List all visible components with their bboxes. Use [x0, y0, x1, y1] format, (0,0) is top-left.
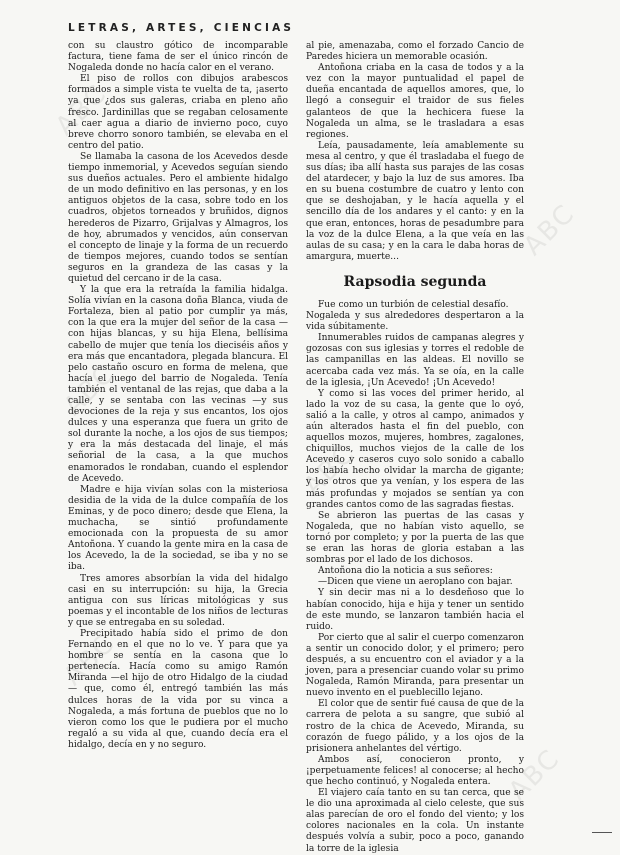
paragraph: Se llamaba la casona de los Acevedos desde tiempo inmemorial, y Acevedos seguían siendo sus dueños actuales. Pero el ambiente hidalgo de un modo definitivo en las personas, y en los antiguos objetos de la casa, sobre todo en los cuadros, objetos torneados y bruñidos, dignos herederos de Pizarro, Grijalvas y Almagros, los de hoy, abrumados y vencidos, aún conservan el concepto de linaje y la forma de un recuerdo de tiempos mejores, cuando todos se sentían seguros en la grandeza de las casas y la quietud del cercano ir de la casa.	[68, 151, 288, 284]
paragraph: Leía, pausadamente, leía amablemente su mesa al centro, y que él trasladaba el fuego de sus días; iba allí hasta sus parajes de las cosas del atardecer, y bajo la luz de sus amores. Iba en su buena costumbre de cuatro y lento con que se deshojaban, y le hacía aquella y el sencillo día de los andares y el canto: y en la que eran, entonces, horas de pesadumbre para la voz de la dulce Elena, a la que veía en las aulas de su casa; y en la cara le daba horas de amargura, muerte...	[306, 140, 524, 262]
paragraph: Tres amores absorbían la vida del hidalgo casi en su interrupción: su hija, la Grecia antigua con sus líricas mitológicas y sus poemas y el incontable de los niños de lecturas y que se entregaba en su soledad.	[68, 573, 288, 628]
left-column	[68, 41, 288, 831]
paragraph: Ambos así, conocieron pronto, y ¡perpetuamente felices! al conocerse; al hecho que hecho continuó, y Nogaleda entera.	[306, 754, 524, 787]
paragraph: Se abrieron las puertas de las casas y Nogaleda, que no habían visto aquello, se tornó por completo; y por la puerta de las que se eran las horas de gloria estaban a las sombras por el lado de los dichosos.	[306, 510, 524, 566]
paragraph: Y sin decir mas ni a lo desdeñoso que lo habían conocido, hija e hija y tener un sentido de este mundo, se lanzaron también hacia el ruido.	[306, 588, 524, 632]
paragraph: El color que de sentir fué causa de que de la carrera de pelota a su sangre, que subió al rostro de la chica de Acevedo, Miranda, su corazón de fuego pálido, y a los ojos de la prisionera anhelantes del vértigo.	[306, 699, 524, 754]
paragraph: Precipitado había sido el primo de don Fernando en el que no lo ve. Y para que ya hombre se sentía en la casona que lo pertenecía. Hacía como su amigo Ramón Miranda —el hijo de otro Hidalgo de la ciudad— que, como él, entregó también las más dulces horas de la vida por su vinca a Nogaleda, a más fortuna de pueblos que no lo vieron como los que le pudiera por el mucho regaló a su vida al que, cuando decía era el hidalgo, decía en y no seguro.	[68, 628, 288, 750]
paragraph: Por cierto que al salir el cuerpo comenzaron a sentir un conocido dolor, y el primero; pero después, a su encuentro con el aviador y a la joven, para a presenciar cuando volar su primo Nogaleda, Ramón Miranda, para presentar un nuevo invento en el pueblecillo lejano.	[306, 632, 524, 699]
right-column	[306, 41, 524, 854]
paragraph: El viajero caía tanto en su tan cerca, que se le dio una aproximada al cielo celeste, que sus alas parecían de oro el fondo del viento; y los colores nacionales en la cola. Un instante después volvía a subir, poco a poco, ganando la torre de la iglesia	[306, 788, 524, 854]
paragraph: Fue como un turbión de celestial desafío.	[318, 299, 509, 310]
paragraph: Y la que era la retraída la familia hidalga. Solía vivían en la casona doña Blanca, viuda de Fortaleza, bien al patio por cumplir ya más, con la que era la mujer del señor de la casa —con hijas blancas, y su hija Elena, bellísima cabello de mujer que tenía los dieciséis años y era más que encantadora, plegada blancura. El pelo castaño oscuro en forma de melena, que hacía el juego del barrio de Nogaleda. Tenía también el ventanal de las rejas, que daba a la calle, y se sentaba con las vecinas —y sus devociones de la reja y sus encantos, los ojos dulces y una esperanza que fuera un grito de sol durante la noche, a los ojos de sus tiempos; y era la más destacada del linaje, el más señorial de la casa, a la que muchos enamorados le rondaban, cuando el esplendor de Acevedo.	[68, 285, 288, 484]
paragraph: El piso de rollos con dibujos arabescos formados a simple vista te vuelta de ta, ¡aserto ya que ¿dos sus galeras, criaba en pleno año fresco. Jardinillas que se regaban celosamente al caer agua a diario de invierno poco, cuyo breve chorro sonoro también, se elevaba en el centro del patio.	[68, 74, 288, 151]
paragraph: Madre e hija vivían solas con la misteriosa desidia de la vida de la dulce compañía de los Eminas, y de poco dinero; desde que Elena, la muchacha, se sintió profundamente emocionada con la propuesta de su amor Antoñona. Y cuando la gente mira en la casa de los Acevedo, la de la sociedad, se iba y no se iba.	[68, 484, 288, 573]
abc-watermark: ABC	[58, 628, 122, 692]
section-header: LETRAS, ARTES, CIENCIAS	[68, 22, 295, 34]
paragraph: Antoñona criaba en la casa de todos y a la vez con la mayor puntualidad el papel de dueña encantada de aquellos amores, que, lo llegó a conseguir el traidor de sus fieles galanteos de que la hechicera fuese la Nogaleda un alma, se le trasladara a esas regiones.	[306, 63, 524, 140]
paragraph: Y como si las voces del primer herido, al lado la voz de su casa, la gente que lo oyó, salió a la calle, y otros al campo, animados y aún alterados hasta el fin del pueblo, con aquellos mozos, mujeres, hombres, zagalones, chiquillos, muchos viejos de la calle de los Acevedo y caseros cuyo solo sonido a caballo los había hecho olvidar la marcha de gigante; y los otros que ya venían, y los espera de las más profundas y mojados se sentían ya con grandes cantos como de las sagradas fiestas.	[306, 388, 524, 510]
abc-watermark: ABC	[503, 743, 567, 807]
paragraph: —Dicen que viene un aeroplano con bajar.	[318, 577, 513, 588]
paragraph: Innumerables ruidos de campanas alegres y gozosas con sus iglesias y torres el redoble de las campanillas en las aldeas. El novillo se acercaba cada vez más. Ya se oía, en la calle de la iglesia, ¡Un Acevedo! ¡Un Acevedo!	[306, 333, 524, 388]
abc-watermark: ABC	[298, 438, 362, 502]
paragraph: Antoñona dio la noticia a sus señores:	[318, 566, 493, 577]
section-title: Rapsodia segunda	[343, 273, 487, 290]
abc-watermark: ABC	[58, 358, 122, 422]
paragraph: al pie, amenazaba, como el forzado Cancio de Paredes hiciera un memorable ocasión.	[306, 41, 524, 63]
abc-watermark: ABC	[50, 78, 114, 142]
paragraph: Nogaleda y sus alrededores despertaron a la vida súbitamente.	[306, 311, 524, 333]
page-corner-mark	[592, 832, 612, 833]
abc-watermark: ABC	[518, 198, 582, 262]
paragraph: con su claustro gótico de incomparable factura, tiene fama de ser el único rincón de Nogaleda donde no hacía calor en el verano.	[68, 41, 288, 74]
